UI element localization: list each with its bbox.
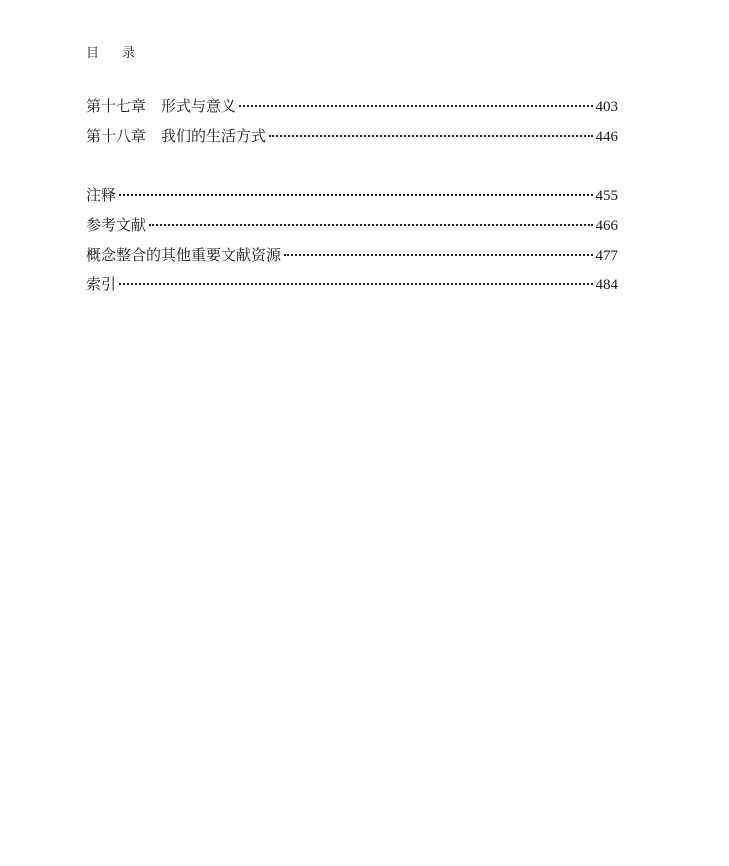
chapter-title: 我们的生活方式 xyxy=(161,126,267,145)
chapter-title: 形式与意义 xyxy=(161,97,237,115)
toc-entry-title: 注释 xyxy=(86,186,117,205)
chapter-label: 第十七章 xyxy=(86,97,147,115)
toc-entry-references[interactable] xyxy=(86,211,618,241)
page-number: 446 xyxy=(595,128,618,145)
dot-leader xyxy=(119,283,592,285)
running-head xyxy=(86,42,136,61)
toc-entry-index[interactable] xyxy=(86,270,618,300)
dot-leader xyxy=(119,194,592,196)
toc-entry-notes[interactable] xyxy=(86,181,618,211)
toc-entry-chapter-18[interactable] xyxy=(86,122,618,152)
toc-entry-title xyxy=(86,92,236,122)
page-number: 466 xyxy=(595,218,618,235)
chapter-label: 第十八章 xyxy=(86,126,147,145)
toc-entry-title: 概念整合的其他重要文献资源 xyxy=(86,245,282,264)
toc-entry-other-resources[interactable] xyxy=(86,241,618,271)
page-number: 477 xyxy=(595,247,618,264)
dot-leader xyxy=(149,224,592,226)
toc-entry-title: 参考文献 xyxy=(86,216,147,235)
page-number: 484 xyxy=(595,277,618,294)
dot-leader xyxy=(269,135,592,137)
dot-leader xyxy=(239,105,592,107)
running-head-part1: 目 xyxy=(86,46,101,61)
page-number: 403 xyxy=(595,99,618,115)
dot-leader xyxy=(284,254,592,256)
back-matter-entries xyxy=(86,181,618,300)
toc-entry-title xyxy=(86,122,266,152)
toc-entry-chapter-17[interactable] xyxy=(86,92,618,122)
page-number: 455 xyxy=(595,188,618,205)
chapter-entries xyxy=(86,92,618,151)
table-of-contents xyxy=(86,92,618,300)
toc-entry-title: 索引 xyxy=(86,275,117,294)
running-head-part2: 录 xyxy=(122,46,137,61)
